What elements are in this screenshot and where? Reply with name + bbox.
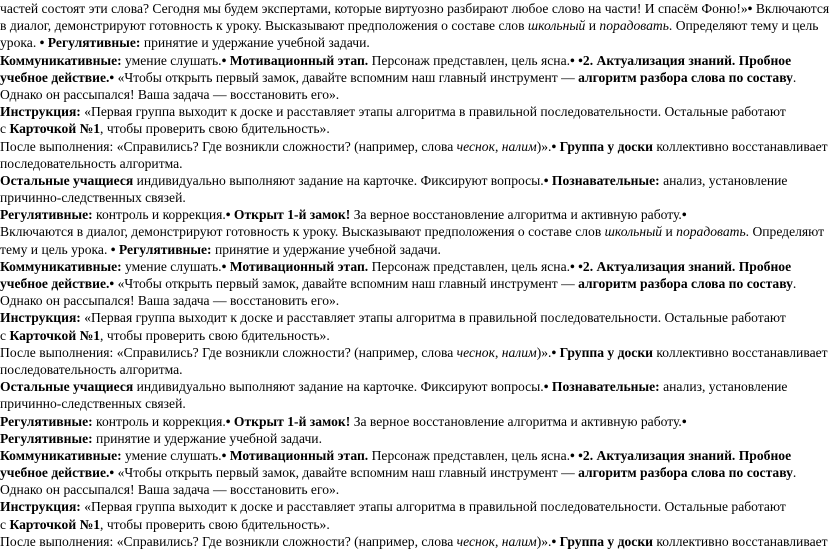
bold-run: • Открыт 1-й замок! [225,207,351,223]
text-line [0,17,819,34]
bold-run: учебное действие. [0,465,110,481]
text-run: частей состоят эти слова? Сегодня мы будем экспертами, которые виртуозно разбирают любое слово на части! И спасём Фоню!» [0,1,748,16]
italic-run: налим [501,533,537,549]
text-run: )». [536,344,552,360]
text-line [0,361,812,378]
text-run: коллективно восстанавливает [653,533,828,549]
text-line [0,327,812,344]
italic-run: чеснок [456,533,495,549]
text-run: принятие и удержание учебной задачи. [92,430,322,446]
bold-run: Регулятивные: [0,413,93,429]
bold-run: • Группа у доски [551,138,653,154]
text-run: , чтобы проверить свою бдительность». [100,516,330,532]
text-run: «Чтобы открыть первый замок, давайте вспомним наш главный инструмент — [114,69,579,85]
text-run: с [0,327,10,343]
text-run: Однако он рассыпался! Ваша задача — восстановить его». [0,482,340,498]
text-run: умение слушать. [121,52,222,68]
text-run: , [494,138,502,154]
bold-run: Коммуникативные: [0,447,122,463]
text-run: и [662,224,677,240]
text-run: . [792,465,797,481]
text-line [0,533,828,550]
text-run: умение слушать. [121,258,222,274]
text-line [0,413,812,430]
text-run: контроль и коррекция. [92,207,226,223]
text-line [0,395,812,412]
bold-run: • [747,1,753,16]
text-line [0,120,812,137]
text-run: тему и цель урока. [0,241,111,257]
text-run: . [792,69,797,85]
text-line [0,430,812,447]
text-run: анализ, установление [659,172,788,188]
text-run: , чтобы проверить свою бдительность». [100,327,330,343]
text-line [0,516,812,533]
text-run: После выполнения: «Справились? Где возникли сложности? (например, слова [0,138,457,154]
text-run: в диалог, демонстрируют готовность к уроку. Высказывают предположения о составе слов [0,18,528,34]
text-run: причинно-следственных связей. [0,190,186,206]
text-line [0,447,812,464]
bold-run: • [681,413,687,429]
text-run: Персонаж представлен, цель ясна. [368,447,571,463]
italic-run: порадовать [676,224,746,240]
text-run: «Чтобы открыть первый замок, давайте вспомним наш главный инструмент — [114,276,579,291]
text-line [0,309,812,326]
italic-run: налим [501,344,537,360]
bold-run: • Мотивационный этап. [221,52,369,68]
text-line [0,344,828,361]
text-line [0,481,812,498]
text-run: урока. [0,35,40,51]
text-line [0,52,812,69]
bold-run: Карточкой №1 [9,327,101,343]
text-line [0,155,812,172]
bold-run: учебное действие. [0,276,110,291]
text-line [0,34,812,51]
text-run: индивидуально выполняют задание на карточке. Фиксируют вопросы. [133,379,544,395]
text-line [0,103,812,120]
text-line [0,464,812,481]
bold-run: Коммуникативные: [0,258,122,274]
text-run: Персонаж представлен, цель ясна. [368,52,571,68]
italic-run: школьный [604,224,663,240]
text-run: После выполнения: «Справились? Где возникли сложности? (например, слова [0,344,457,360]
text-run: контроль и коррекция. [92,413,226,429]
bold-run: • Группа у доски [551,344,653,360]
bold-run: • Открыт 1-й замок! [225,413,351,429]
bold-run: • [109,69,115,85]
text-line [0,206,812,223]
text-run: причинно-следственных связей. [0,396,186,412]
text-run: последовательность алгоритма. [0,155,183,171]
bold-run: Инструкция: [0,499,81,515]
text-run: , чтобы проверить свою бдительность». [100,121,330,137]
bold-run: Карточкой №1 [9,121,101,137]
text-run: коллективно восстанавливает [653,344,828,360]
text-line [0,241,812,258]
text-run: )». [536,138,552,154]
text-run: «Первая группа выходит к доске и расставляет этапы алгоритма в правильной последовательности. Остальные работают [80,499,786,515]
bold-run: Инструкция: [0,310,81,326]
text-run: )». [536,533,552,549]
bold-run: • Мотивационный этап. [221,447,369,463]
bold-run: • [109,276,115,291]
text-run: индивидуально выполняют задание на карточке. Фиксируют вопросы. [133,172,544,188]
text-run: За верное восстановление алгоритма и активную работу. [350,413,682,429]
bold-run: Карточкой №1 [9,516,101,532]
italic-run: налим [501,138,537,154]
text-run: анализ, установление [659,379,788,395]
text-run: «Первая группа выходит к доске и расставляет этапы алгоритма в правильной последовательности. Остальные работают [80,310,786,326]
text-run: принятие и удержание учебной задачи. [211,241,441,257]
text-run: коллективно восстанавливает [653,138,828,154]
italic-run: школьный [527,18,586,34]
bold-run: Инструкция: [0,104,81,120]
text-run: Включаются [752,1,829,16]
text-run: , [494,533,502,549]
text-line [0,292,812,309]
text-line [0,86,812,103]
text-run: и [585,18,600,34]
text-run: После выполнения: «Справились? Где возникли сложности? (например, слова [0,533,457,549]
text-run: принятие и удержание учебной задачи. [140,35,370,51]
text-run: Однако он рассыпался! Ваша задача — восстановить его». [0,293,340,309]
text-line [0,223,825,240]
bold-run: • Регулятивные: [39,35,141,51]
text-line [0,275,812,292]
text-line [0,378,812,395]
bold-run: • Познавательные: [543,379,660,395]
bold-run: Регулятивные: [0,207,93,223]
bold-run: Коммуникативные: [0,52,122,68]
bold-run: • Группа у доски [551,533,653,549]
bold-run: • [681,207,687,223]
bold-run: • •2. Актуализация знаний. Пробное [570,258,792,274]
bold-run: • •2. Актуализация знаний. Пробное [570,52,792,68]
bold-run: учебное действие. [0,69,110,85]
bold-run: алгоритм разбора слова по составу [578,69,793,85]
bold-run: • [109,465,115,481]
bold-run: • Регулятивные: [110,241,212,257]
text-line [0,0,829,17]
bold-run: алгоритм разбора слова по составу [578,276,793,291]
bold-run: • •2. Актуализация знаний. Пробное [570,447,792,463]
bold-run: алгоритм разбора слова по составу [578,465,793,481]
bold-run: Остальные учащиеся [0,172,134,188]
text-run: с [0,121,10,137]
text-run: . Определяют тему и цель [668,18,819,34]
text-run: За верное восстановление алгоритма и активную работу. [350,207,682,223]
text-run: последовательность алгоритма. [0,361,183,377]
text-run: Однако он рассыпался! Ваша задача — восстановить его». [0,86,340,102]
bold-run: • Познавательные: [543,172,660,188]
text-run: . [792,276,797,291]
italic-run: порадовать [599,18,669,34]
text-line [0,172,812,189]
text-line [0,189,812,206]
italic-run: чеснок [456,344,495,360]
text-run: Включаются в диалог, демонстрируют готовность к уроку. Высказывают предположения о составе слов [0,224,605,240]
bold-run: Остальные учащиеся [0,379,134,395]
text-run: с [0,516,10,532]
text-run: Персонаж представлен, цель ясна. [368,258,571,274]
italic-run: чеснок [456,138,495,154]
text-line [0,258,812,275]
text-run: , [494,344,502,360]
text-line [0,69,812,86]
bold-run: • Мотивационный этап. [221,258,369,274]
bold-run: Регулятивные: [0,430,93,446]
text-run: умение слушать. [121,447,222,463]
text-line [0,138,828,155]
text-run: . Определяют [745,224,825,240]
text-run: «Первая группа выходит к доске и расставляет этапы алгоритма в правильной последовательности. Остальные работают [80,104,786,120]
text-line [0,498,812,515]
text-run: «Чтобы открыть первый замок, давайте вспомним наш главный инструмент — [114,465,579,481]
